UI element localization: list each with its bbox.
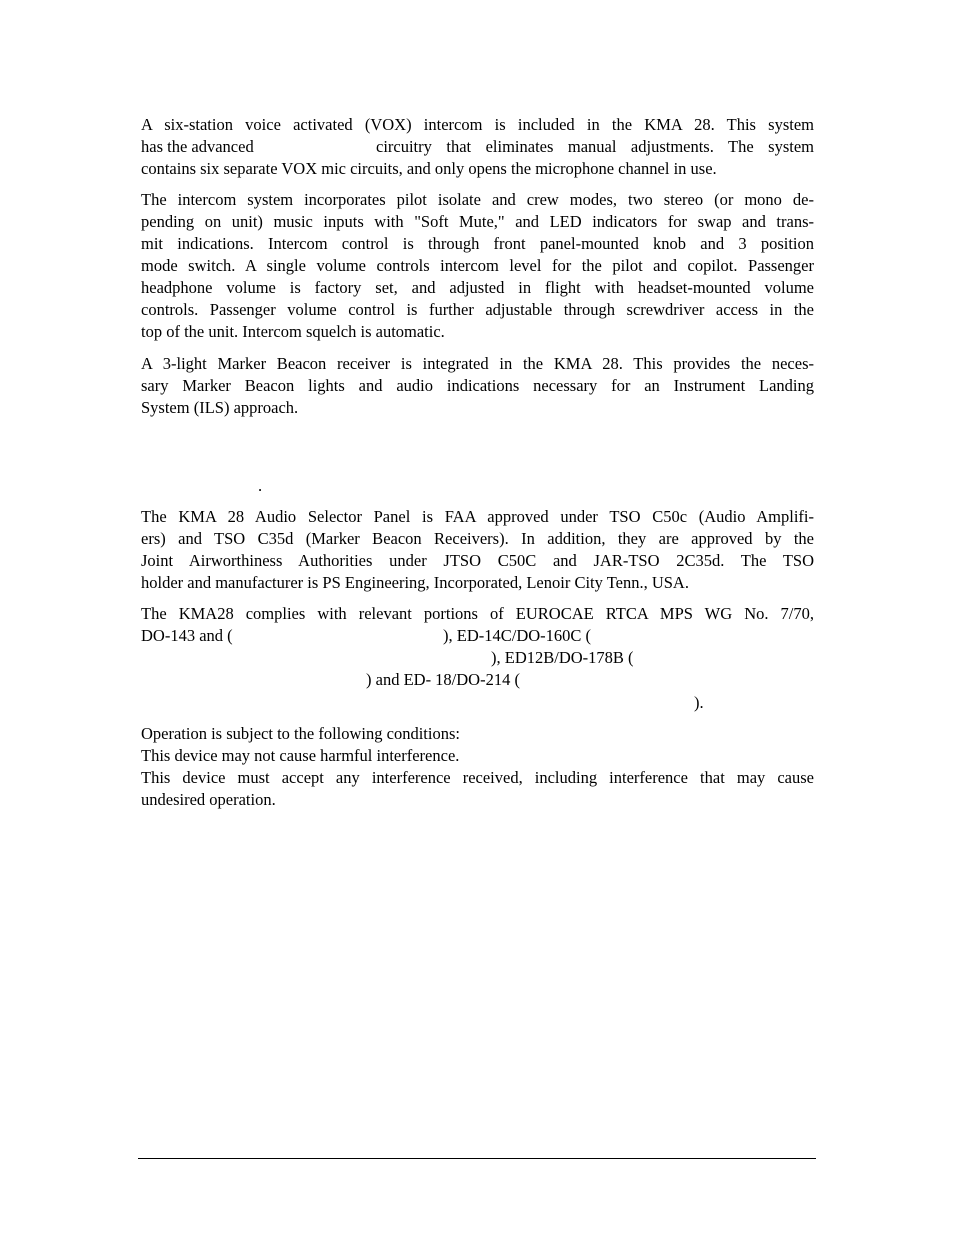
text-segment: ), ED12B/DO-178B ( <box>491 648 634 667</box>
text-line: A six-station voice activated (VOX) intercom is included in the KMA 28. This system <box>141 115 814 134</box>
text-line: A 3-light Marker Beacon receiver is integrated in the KMA 28. This provides the neces- <box>141 354 814 373</box>
text-line: Operation is subject to the following conditions: <box>141 724 460 743</box>
text-line: controls. Passenger volume control is further adjustable through screwdriver access in the <box>141 300 814 319</box>
text-line: pending on unit) music inputs with "Soft Mute," and LED indicators for swap and trans- <box>141 212 814 231</box>
text-segment: . <box>258 476 263 495</box>
text-line: mode switch. A single volume controls intercom level for the pilot and copilot. Passenger <box>141 256 814 275</box>
text-segment: has the advanced <box>141 137 254 156</box>
text-line <box>141 647 814 669</box>
text-line <box>141 625 814 647</box>
text-line: System (ILS) approach. <box>141 398 299 417</box>
text-line: This device may not cause harmful interference. <box>141 746 460 765</box>
text-line: sary Marker Beacon lights and audio indications necessary for an Instrument Landing <box>141 376 814 395</box>
text-line: ers) and TSO C35d (Marker Beacon Receivers). In addition, they are approved by the <box>141 529 814 548</box>
stray-period <box>141 475 814 497</box>
text-line <box>141 692 814 714</box>
text-segment: ) and ED- 18/DO-214 ( <box>366 670 520 689</box>
text-line <box>141 136 814 158</box>
text-line: holder and manufacturer is PS Engineering, Incorporated, Lenoir City Tenn., USA. <box>141 573 689 592</box>
text-line: top of the unit. Intercom squelch is automatic. <box>141 322 445 341</box>
text-line: mit indications. Intercom control is through front panel-mounted knob and 3 position <box>141 234 814 253</box>
text-line: The KMA 28 Audio Selector Panel is FAA approved under TSO C50c (Audio Amplifi- <box>141 507 814 526</box>
text-line: undesired operation. <box>141 790 276 809</box>
text-line: contains six separate VOX mic circuits, and only opens the microphone channel in use. <box>141 159 717 178</box>
footer-divider <box>138 1158 816 1159</box>
text-segment: DO-143 and ( <box>141 626 233 645</box>
text-line: This device must accept any interference received, including interference that may cause <box>141 768 814 787</box>
text-line: The intercom system incorporates pilot isolate and crew modes, two stereo (or mono de- <box>141 190 814 209</box>
text-line <box>141 669 814 691</box>
text-segment: circuitry that eliminates manual adjustments. The system <box>376 137 814 156</box>
text-segment: ). <box>694 693 704 712</box>
text-line: headphone volume is factory set, and adjusted in flight with headset-mounted volume <box>141 278 814 297</box>
text-segment: ), ED-14C/DO-160C ( <box>443 626 592 645</box>
text-line: The KMA28 complies with relevant portions of EUROCAE RTCA MPS WG No. 7/70, <box>141 604 814 623</box>
text-line: Joint Airworthiness Authorities under JTSO C50C and JAR-TSO 2C35d. The TSO <box>141 551 814 570</box>
